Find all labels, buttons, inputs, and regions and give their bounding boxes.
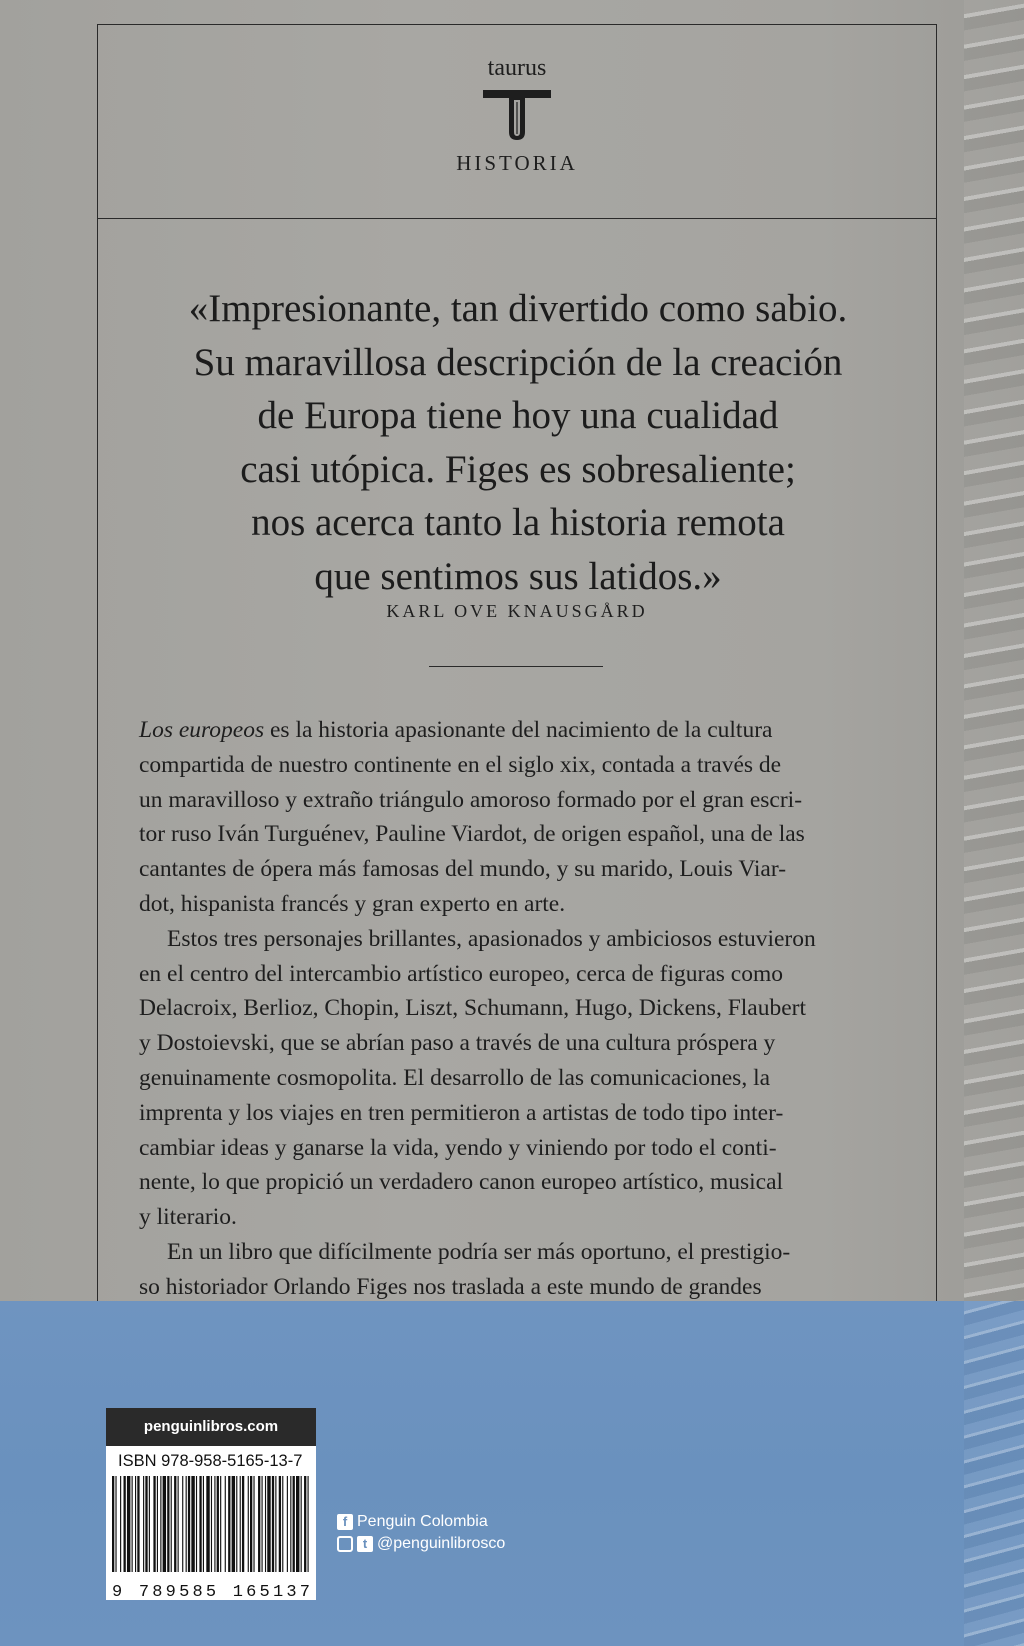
facebook-icon: f xyxy=(337,1514,353,1530)
barcode-bar xyxy=(199,1476,201,1572)
barcode-bar xyxy=(196,1476,197,1572)
barcode-bar xyxy=(191,1476,194,1572)
barcode-bar xyxy=(163,1476,166,1572)
barcode-bar xyxy=(203,1476,204,1572)
synopsis-line: Delacroix, Berlioz, Chopin, Liszt, Schumann, Hugo, Dickens, Flaubert xyxy=(139,995,807,1022)
barcode-bar xyxy=(228,1476,230,1572)
synopsis xyxy=(139,713,899,1339)
shrink-wrap-edge xyxy=(964,1301,1024,1646)
barcode-bar xyxy=(265,1476,266,1572)
synopsis-line: en el centro del intercambio artístico europeo, cerca de figuras como xyxy=(139,960,784,987)
barcode-bar xyxy=(290,1476,291,1572)
barcode-bar xyxy=(188,1476,190,1572)
barcode-bar xyxy=(124,1476,126,1572)
barcode-bar xyxy=(174,1476,176,1572)
barcode-bar xyxy=(301,1476,302,1572)
barcode-icon xyxy=(106,1472,316,1600)
barcode-bar xyxy=(132,1476,133,1572)
barcode-bar xyxy=(186,1476,187,1572)
synopsis-line: Los europeos es la historia apasionante del nacimiento de la cultura xyxy=(139,717,773,743)
barcode-bar xyxy=(160,1476,161,1572)
barcode-bar xyxy=(262,1476,263,1572)
social-handle: @penguinlibrosco xyxy=(377,1535,506,1552)
content-frame xyxy=(97,24,937,1314)
synopsis-line: imprenta y los viajes en tren permitieron a artistas de todo tipo inter- xyxy=(139,1099,784,1126)
barcode-bar xyxy=(217,1476,219,1572)
barcode-bar xyxy=(171,1476,172,1572)
barcode-bar xyxy=(220,1476,221,1572)
facebook-link[interactable] xyxy=(337,1511,505,1533)
quote-line: de Europa tiene hoy una cualidad xyxy=(257,394,779,437)
isbn-block xyxy=(106,1408,316,1600)
quote-line: que sentimos sus latidos.» xyxy=(314,554,722,598)
barcode-bar xyxy=(240,1476,241,1572)
quote-line: nos acerca tanto la historia remota xyxy=(251,501,785,544)
barcode-bar xyxy=(225,1476,226,1572)
barcode-bar xyxy=(250,1476,252,1572)
synopsis-line: so historiador Orlando Figes nos traslada a este mundo de grandes xyxy=(139,1273,762,1300)
barcode-bar xyxy=(248,1476,249,1572)
synopsis-line: y Dostoievski, que se abrían paso a través de una cultura próspera y xyxy=(139,1030,776,1057)
barcode-bar xyxy=(308,1476,309,1572)
synopsis-line: y literario. xyxy=(139,1204,237,1231)
barcode-bar xyxy=(304,1476,306,1572)
barcode-bar xyxy=(120,1476,121,1572)
barcode-bar xyxy=(115,1476,116,1572)
synopsis-line: dot, hispanista francés y gran experto en arte. xyxy=(139,890,566,917)
barcode-bar xyxy=(287,1476,288,1572)
quote-line: Su maravillosa descripción de la creación xyxy=(193,340,843,384)
publisher-website: penguinlibros.com xyxy=(106,1408,316,1446)
synopsis-line: Estos tres personajes brillantes, apasionados y ambiciosos estuvieron xyxy=(167,925,816,952)
synopsis-line: tor ruso Iván Turguénev, Pauline Viardot, de origen español, una de las xyxy=(139,821,805,848)
publisher-header xyxy=(98,25,936,219)
barcode-bar xyxy=(112,1476,114,1572)
quote-line: «Impresionante, tan divertido como sabio. xyxy=(188,287,848,330)
isbn-number: ISBN 978-958-5165-13-7 xyxy=(118,1452,303,1470)
synopsis-line: cambiar ideas y ganarse la vida, yendo y viniendo por todo el conti- xyxy=(139,1134,777,1161)
barcode-bar xyxy=(178,1476,179,1572)
barcode-bar xyxy=(275,1476,276,1572)
taurus-logo-icon xyxy=(481,88,553,144)
synopsis-line: cantantes de ópera más famosas del mundo, y su marido, Louis Viar- xyxy=(139,856,787,883)
synopsis-line: genuinamente cosmopolita. El desarrollo de las comunicaciones, la xyxy=(139,1064,771,1091)
barcode-digits: 9 789585 165137 xyxy=(112,1583,310,1600)
barcode-bar xyxy=(206,1476,209,1572)
synopsis-line: compartida de nuestro continente en el siglo xix, contada a través de xyxy=(139,751,782,778)
barcode-bar xyxy=(267,1476,270,1572)
blurb-quote xyxy=(138,282,898,603)
barcode-bar xyxy=(149,1476,150,1572)
book-title: Los europeos xyxy=(139,717,265,743)
barcode-bar xyxy=(127,1476,130,1572)
barcode-bar xyxy=(214,1476,215,1572)
barcode-bar xyxy=(182,1476,183,1572)
synopsis-line: En un libro que difícilmente podría ser más oportuno, el prestigio- xyxy=(167,1238,791,1265)
quote-author: KARL OVE KNAUSGÅRD xyxy=(386,601,648,621)
barcode-bar xyxy=(145,1476,147,1572)
section-divider xyxy=(429,666,603,667)
barcode-bar xyxy=(293,1476,295,1572)
barcode-bar xyxy=(258,1476,260,1572)
barcode-bar xyxy=(232,1476,235,1572)
barcode-bar xyxy=(153,1476,155,1572)
barcode-bar xyxy=(253,1476,254,1572)
synopsis-line: nente, lo que propició un verdadero canon europeo artístico, musical xyxy=(139,1169,784,1196)
synopsis-line: un maravilloso y extraño triángulo amoroso formado por el gran escri- xyxy=(139,786,803,813)
barcode-bar xyxy=(157,1476,158,1572)
twitter-icon: t xyxy=(357,1536,373,1552)
collection-name: HISTORIA xyxy=(456,151,578,175)
barcode-bar xyxy=(236,1476,237,1572)
facebook-label: Penguin Colombia xyxy=(357,1513,488,1530)
barcode-bar xyxy=(167,1476,169,1572)
handle-link[interactable] xyxy=(337,1533,505,1555)
barcode-bar xyxy=(143,1476,144,1572)
barcode-bar xyxy=(137,1476,139,1572)
social-links xyxy=(337,1511,505,1555)
barcode-bar xyxy=(211,1476,212,1572)
barcode-bar xyxy=(296,1476,299,1572)
publisher-name: taurus xyxy=(487,55,547,81)
barcode-bar xyxy=(135,1476,136,1572)
barcode-bar xyxy=(282,1476,283,1572)
instagram-icon xyxy=(337,1536,353,1552)
quote-line: casi utópica. Figes es sobresaliente; xyxy=(240,447,796,491)
barcode-bar xyxy=(242,1476,244,1572)
barcode-bar xyxy=(272,1476,274,1572)
barcode-bar xyxy=(279,1476,281,1572)
